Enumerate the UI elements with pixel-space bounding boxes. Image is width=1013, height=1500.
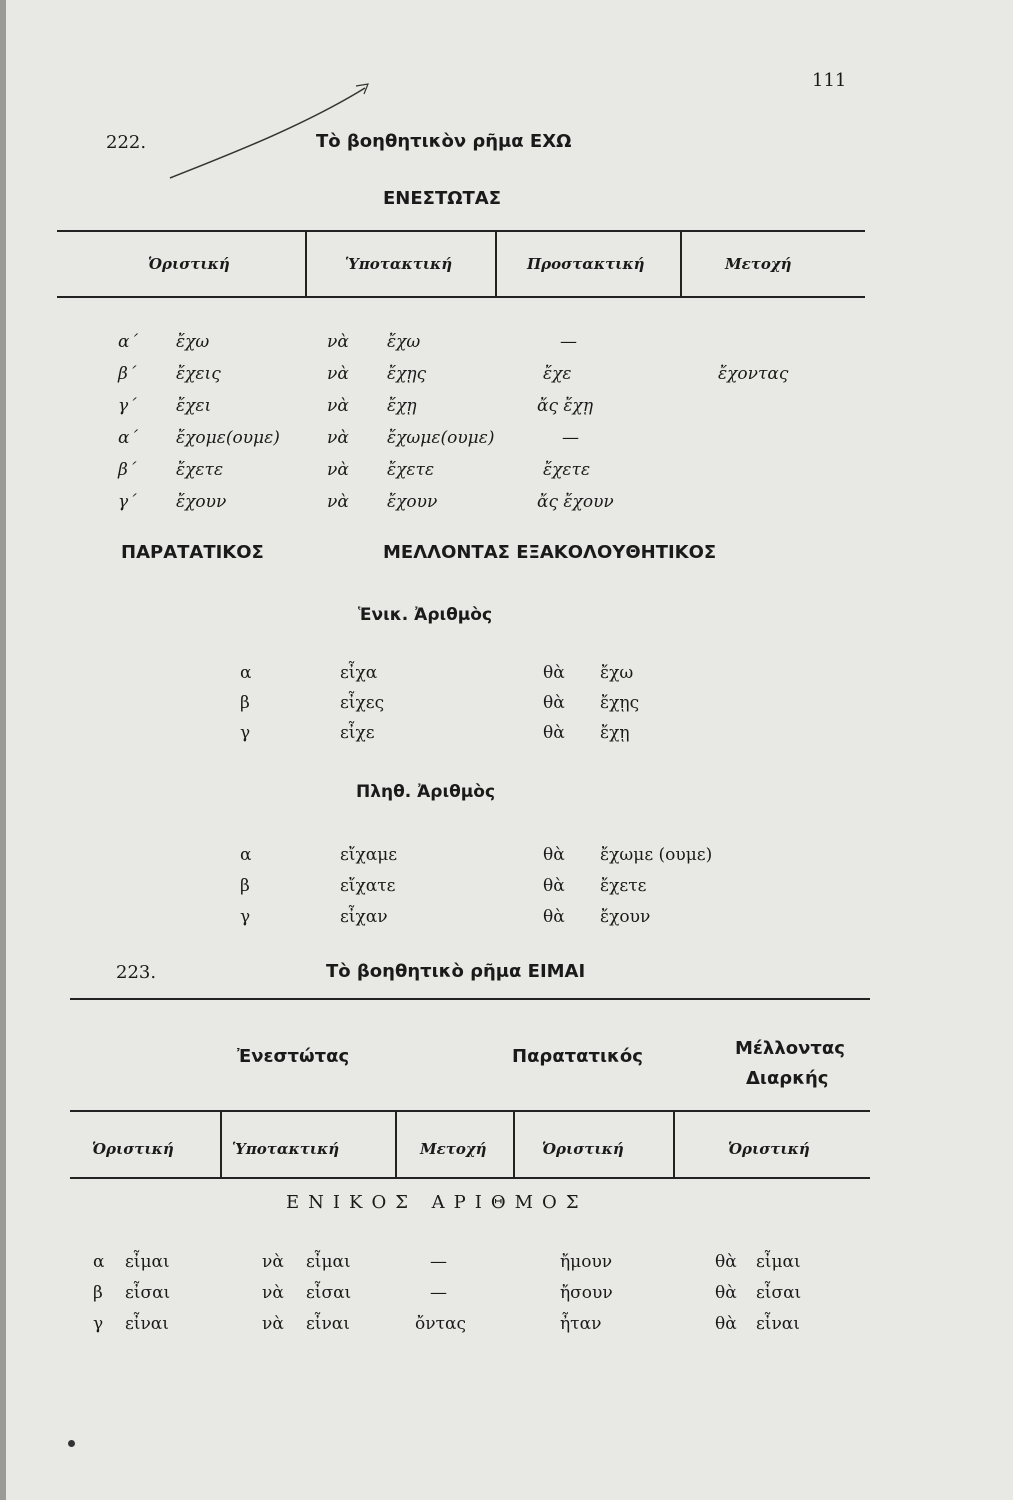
- na-particle: νὰ: [262, 1314, 284, 1334]
- subheader-bottom-rule: [70, 1177, 870, 1179]
- imperfect-form: εἴχαμε: [340, 845, 398, 865]
- person-label: β΄: [118, 364, 137, 384]
- imperfect-form: εἶχα: [340, 663, 378, 683]
- indicative-form: ἔχετε: [176, 460, 224, 480]
- ink-speck: [68, 1440, 75, 1447]
- na-particle: νὰ: [262, 1252, 284, 1272]
- column-divider: [495, 230, 497, 296]
- indicative-form: εἶναι: [125, 1314, 169, 1334]
- header-oristiki-future: Ὁριστική: [728, 1140, 810, 1158]
- future-form: ἔχω: [600, 663, 634, 683]
- subjunctive-form: ἔχῃ: [387, 396, 417, 416]
- person-label: β: [240, 693, 250, 713]
- tha-particle: θὰ: [543, 693, 565, 713]
- imperfect-form: ἤσουν: [560, 1283, 613, 1303]
- subjunctive-form: εἶναι: [306, 1314, 350, 1334]
- header-metochi: Μετοχή: [420, 1140, 487, 1158]
- person-label: α: [240, 845, 252, 865]
- future-form: ἔχωμε (ουμε): [600, 845, 713, 865]
- singular-number-label: Ἑνικ. Ἀριθμὸς: [358, 605, 493, 625]
- subjunctive-form: ἔχῃς: [387, 364, 427, 384]
- tha-particle: θὰ: [715, 1283, 737, 1303]
- future-form: ἔχῃς: [600, 693, 640, 713]
- tense-heading-paratatikos: ΠΑΡΑΤΑΤΙΚΟΣ: [121, 542, 264, 563]
- column-heading-paratatikos: Παρατατικός: [512, 1046, 643, 1067]
- tha-particle: θὰ: [543, 876, 565, 896]
- future-form: εἶναι: [756, 1314, 800, 1334]
- person-label: γ: [240, 907, 251, 927]
- future-form: εἶσαι: [756, 1283, 802, 1303]
- table-header-bottom-rule: [57, 296, 865, 298]
- participle-form: —: [430, 1252, 447, 1272]
- person-label: γ΄: [118, 396, 137, 416]
- table-top-rule: [57, 230, 865, 232]
- imperative-form: ἄς ἔχῃ: [537, 396, 594, 416]
- section-title-echo: Τὸ βοηθητικὸν ρῆμα ΕΧΩ: [316, 131, 572, 152]
- subjunctive-form: ἔχετε: [387, 460, 435, 480]
- person-label: γ΄: [118, 492, 137, 512]
- tha-particle: θὰ: [543, 907, 565, 927]
- imperative-form: ἔχε: [543, 364, 572, 384]
- na-particle: νὰ: [327, 428, 349, 448]
- indicative-form: ἔχεις: [176, 364, 221, 384]
- subjunctive-form: ἔχωμε(ουμε): [387, 428, 495, 448]
- number-label-enikos: ΕΝΙΚΟΣ ΑΡΙΘΜΟΣ: [286, 1192, 588, 1213]
- indicative-form: ἔχει: [176, 396, 212, 416]
- imperative-form: —: [562, 428, 579, 448]
- subjunctive-form: ἔχουν: [387, 492, 438, 512]
- tha-particle: θὰ: [543, 663, 565, 683]
- column-divider: [305, 230, 307, 296]
- na-particle: νὰ: [327, 396, 349, 416]
- person-label: γ: [93, 1314, 104, 1334]
- column-divider: [513, 1110, 515, 1177]
- na-particle: νὰ: [262, 1283, 284, 1303]
- tense-heading-mellontas: ΜΕΛΛΟΝΤΑΣ ΕΞΑΚΟΛΟΥΘΗΤΙΚΟΣ: [383, 542, 717, 563]
- person-label: α΄: [118, 428, 138, 448]
- imperative-form: ἄς ἔχουν: [537, 492, 614, 512]
- na-particle: νὰ: [327, 460, 349, 480]
- imperfect-form: ἤμουν: [560, 1252, 613, 1272]
- column-heading-enestotas: Ἐνεστώτας: [237, 1046, 350, 1067]
- imperfect-form: εἶχε: [340, 723, 375, 743]
- header-metochi: Μετοχή: [725, 255, 792, 273]
- participle-form: ἔχοντας: [718, 364, 789, 384]
- column-heading-mellontas: Μέλλοντας: [735, 1038, 845, 1059]
- participle-form: —: [430, 1283, 447, 1303]
- subheader-top-rule: [70, 1110, 870, 1112]
- header-prostaktiki: Προστακτική: [527, 255, 645, 273]
- person-label: α: [93, 1252, 105, 1272]
- subjunctive-form: ἔχω: [387, 332, 421, 352]
- section-number-222: 222.: [106, 132, 147, 153]
- tha-particle: θὰ: [543, 845, 565, 865]
- imperative-form: ἔχετε: [543, 460, 591, 480]
- subjunctive-form: εἶσαι: [306, 1283, 352, 1303]
- imperfect-form: εἴχατε: [340, 876, 396, 896]
- tha-particle: θὰ: [543, 723, 565, 743]
- na-particle: νὰ: [327, 332, 349, 352]
- tha-particle: θὰ: [715, 1252, 737, 1272]
- header-ypotaktiki: Ὑποτακτική: [345, 255, 453, 273]
- tense-heading-enestotas: ΕΝΕΣΤΩΤΑΣ: [383, 188, 502, 209]
- column-divider: [680, 230, 682, 296]
- imperfect-form: ἦταν: [560, 1314, 602, 1334]
- subjunctive-form: εἶμαι: [306, 1252, 351, 1272]
- participle-form: ὄντας: [415, 1314, 466, 1334]
- indicative-form: εἶμαι: [125, 1252, 170, 1272]
- section-title-eimai: Τὸ βοηθητικὸ ρῆμα ΕΙΜΑΙ: [326, 961, 586, 982]
- plural-number-label: Πληθ. Ἀριθμὸς: [356, 782, 496, 802]
- page-edge-shadow: [0, 0, 6, 1500]
- person-label: γ: [240, 723, 251, 743]
- imperfect-form: εἶχαν: [340, 907, 388, 927]
- imperative-form: —: [560, 332, 577, 352]
- table-top-rule: [70, 998, 870, 1000]
- header-ypotaktiki: Ὑποτακτική: [232, 1140, 340, 1158]
- imperfect-form: εἶχες: [340, 693, 385, 713]
- indicative-form: ἔχομε(ουμε): [176, 428, 280, 448]
- tha-particle: θὰ: [715, 1314, 737, 1334]
- person-label: α΄: [118, 332, 138, 352]
- na-particle: νὰ: [327, 364, 349, 384]
- future-form: εἶμαι: [756, 1252, 801, 1272]
- person-label: β: [240, 876, 250, 896]
- header-oristiki: Ὁριστική: [148, 255, 230, 273]
- header-oristiki-imperfect: Ὁριστική: [542, 1140, 624, 1158]
- header-oristiki: Ὁριστική: [92, 1140, 174, 1158]
- future-form: ἔχουν: [600, 907, 651, 927]
- indicative-form: ἔχω: [176, 332, 210, 352]
- na-particle: νὰ: [327, 492, 349, 512]
- indicative-form: ἔχουν: [176, 492, 227, 512]
- column-divider: [395, 1110, 397, 1177]
- person-label: β: [93, 1283, 103, 1303]
- person-label: β΄: [118, 460, 137, 480]
- section-number-223: 223.: [116, 962, 157, 983]
- column-divider: [220, 1110, 222, 1177]
- future-form: ἔχετε: [600, 876, 647, 896]
- indicative-form: εἶσαι: [125, 1283, 171, 1303]
- person-label: α: [240, 663, 252, 683]
- page-number: 111: [812, 70, 847, 91]
- future-form: ἔχῃ: [600, 723, 630, 743]
- column-heading-diarkis: Διαρκής: [746, 1068, 829, 1089]
- column-divider: [673, 1110, 675, 1177]
